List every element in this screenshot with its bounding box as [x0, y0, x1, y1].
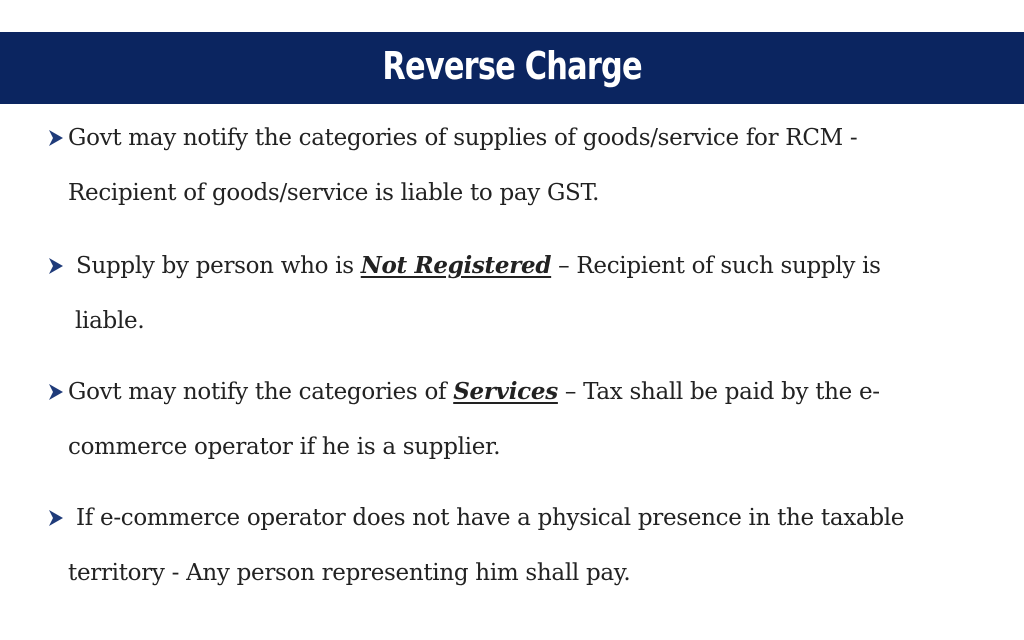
bullet-2-text-pre: Supply by person who is: [76, 253, 361, 279]
bullet-2-text-post: – Recipient of such supply is: [551, 253, 881, 279]
bullet-2-line-2: liable.: [75, 308, 145, 334]
bullet-item-1: [46, 111, 996, 221]
bullet-3-text-post: – Tax shall be paid by the e-: [557, 379, 880, 405]
bullet-2-emphasis: Not Registered: [360, 252, 552, 279]
bullet-1-line-2: Recipient of goods/service is liable to pay GST.: [68, 180, 600, 206]
bullet-3-emphasis: Services: [453, 378, 558, 405]
arrow-bullet-icon: [46, 256, 66, 276]
bullet-item-2: [46, 238, 996, 349]
arrow-bullet-icon: [46, 128, 66, 148]
bullet-3-text-pre: Govt may notify the categories of: [68, 379, 454, 405]
slide-title: Reverse Charge: [382, 44, 642, 88]
bullet-item-4: [46, 491, 996, 601]
title-bar: [0, 32, 1024, 104]
bullet-1-line-1: Govt may notify the categories of supplies of goods/service for RCM -: [68, 125, 858, 151]
arrow-bullet-icon: [46, 382, 66, 402]
bullet-3-line-2: commerce operator if he is a supplier.: [68, 434, 501, 460]
arrow-bullet-icon: [46, 508, 66, 528]
bullet-4-line-1: If e-commerce operator does not have a physical presence in the taxable: [76, 505, 905, 531]
bullet-4-line-2: territory - Any person representing him shall pay.: [68, 560, 631, 586]
bullet-item-3: [46, 364, 996, 475]
